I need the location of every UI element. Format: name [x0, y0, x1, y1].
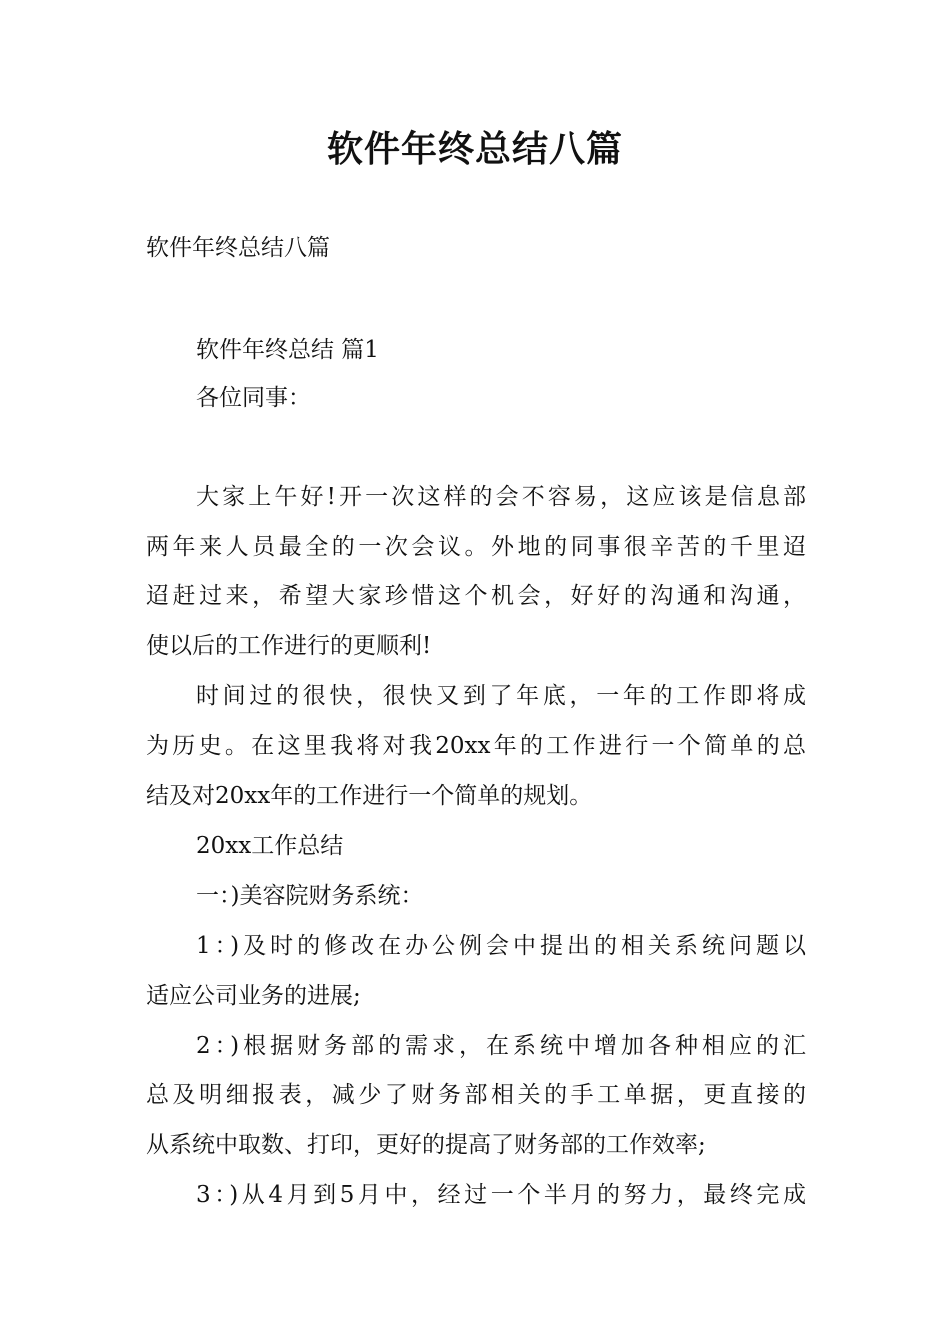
list-item-line: 适应公司业务的进展; [146, 983, 361, 1009]
paragraph-line: 迢赶过来，希望大家珍惜这个机会，好好的沟通和沟通， [146, 583, 806, 609]
paragraph-line: 两年来人员最全的一次会议。外地的同事很辛苦的千里迢 [146, 534, 806, 560]
list-item-line: 1：)及时的修改在办公例会中提出的相关系统问题以 [196, 933, 806, 959]
list-item-line: 3：)从4月到5月中，经过一个半月的努力，最终完成 [196, 1182, 806, 1208]
greeting: 各位同事： [196, 385, 311, 411]
paragraph-line: 为历史。在这里我将对我20xx年的工作进行一个简单的总 [146, 733, 806, 759]
list-item-line: 从系统中取数、打印，更好的提高了财务部的工作效率; [146, 1132, 706, 1158]
summary-heading: 20xx工作总结 [196, 833, 344, 859]
paragraph-line: 大家上午好!开一次这样的会不容易，这应该是信息部 [196, 484, 806, 510]
section-heading: 软件年终总结 篇1 [196, 337, 379, 363]
list-item-line: 2：)根据财务部的需求，在系统中增加各种相应的汇 [196, 1033, 806, 1059]
paragraph-line: 结及对20xx年的工作进行一个简单的规划。 [146, 783, 593, 809]
list-item-line: 总及明细报表，减少了财务部相关的手工单据，更直接的 [146, 1082, 806, 1108]
document-title: 软件年终总结八篇 [326, 129, 623, 170]
paragraph-line: 使以后的工作进行的更顺利! [146, 633, 432, 659]
paragraph-line: 时间过的很快，很快又到了年底，一年的工作即将成 [196, 683, 806, 709]
document-subtitle: 软件年终总结八篇 [146, 235, 330, 261]
item-heading: 一：)美容院财务系统： [196, 883, 424, 909]
